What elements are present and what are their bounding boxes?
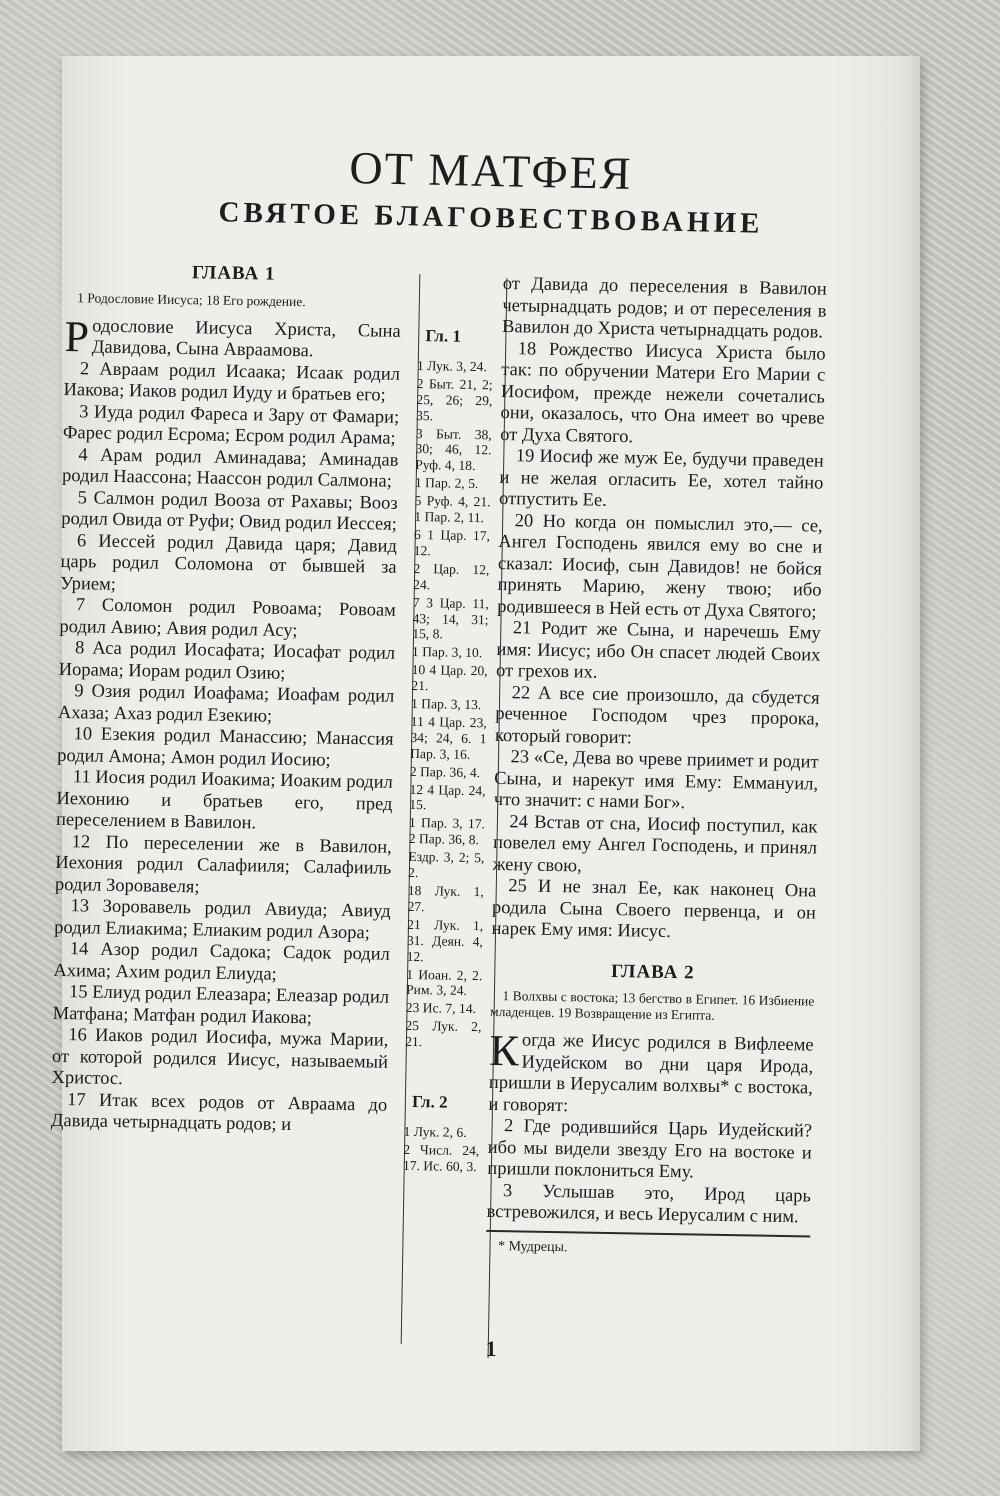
cross-reference: 21 Лук. 1, 31. Деян. 4, 12. — [406, 916, 484, 964]
verse: 10 Езекия родил Манассию; Манассия родил Амона; Амон родил Иосию; — [57, 724, 394, 771]
verse: 14 Азор родил Садока; Садок родил Ахима; Ахим родил Елиуда; — [53, 939, 390, 985]
cross-reference: 1 Пар. 3, 10. — [411, 644, 483, 661]
cross-reference: 12 4 Цар. 24, 15. — [409, 781, 486, 813]
right-text-column — [486, 274, 827, 1263]
verse: 4 Арам родил Аминадава; Аминадав родил Наассона; Наассон родил Салмона; — [61, 444, 399, 492]
verse: 8 Аса родил Иосафата; Иосафат родил Иорама; Иорам родил Озию; — [58, 638, 396, 684]
left-text-column — [51, 254, 402, 1138]
verse: 24 Встав от сна, Иосиф поступил, как повелел ему Ангел Господень, и принял жену свою, — [492, 811, 818, 876]
drop-cap: Р — [64, 311, 90, 361]
cross-reference: 1 Лук. 2, 6. — [403, 1123, 467, 1140]
cross-reference-column — [403, 306, 494, 1177]
chapter-2-verse-1-text: огда же Иисус родился в Вифлееме Иудейском во дни царя Ирода, пришли в Иерусалим волхвы* с востока, и говорят: — [488, 1030, 814, 1116]
verse: 21 Родит же Сына, и наречешь Ему имя: Иисус; ибо Он спасет людей Своих от грехов их. — [495, 618, 821, 683]
cross-reference: 11 4 Цар. 23, 34; 24, 6. 1 Пар. 3, 16. — [410, 713, 487, 762]
drop-cap: К — [489, 1025, 520, 1076]
refs-chapter-1-heading: Гл. 1 — [425, 326, 462, 346]
cross-reference: 1 Пар. 3, 17. 2 Пар. 36, 8. — [408, 815, 486, 848]
cross-reference: 2 Пар. 36, 4. — [409, 763, 481, 780]
verse: 22 А все сие произошло, да сбудется реченное Господом чрез пророка, который говорит: — [494, 682, 820, 748]
chapter-2-heading: ГЛАВА 2 — [610, 960, 695, 983]
chapter-2-summary: 1 Волхвы с востока; 13 бегство в Египет. 16 Избиение младенцев. 19 Возвращение из Египта. — [489, 988, 815, 1023]
cross-reference: 1 Лук. 3, 24. — [416, 357, 487, 375]
verse: 2 Где родившийся Царь Иудейский? ибо мы видели звезду Его на востоке и пришли поклониться Ему. — [487, 1116, 813, 1183]
chapter-1-summary: 1 Родословие Иисуса; 18 Его рождение. — [77, 289, 306, 309]
cross-reference: 18 Лук. 1, 27. — [407, 882, 484, 915]
verse: 3 Иуда родил Фареса и Зару от Фамари; Фарес родил Есрома; Есром родил Арама; — [62, 401, 400, 449]
verse: 5 Салмон родил Вооза от Рахавы; Вооз родил Овида от Руфи; Овид родил Иессея; — [61, 487, 398, 535]
cross-reference: 25 Лук. 2, 21. — [405, 1018, 482, 1050]
verse: 18 Рождество Иисуса Христа было так: по обручении Матери Его Марии с Иосифом, прежде нежели сочетались они, оказалось, что Она имеет во чреве от Духа Святого. — [500, 338, 826, 447]
verse: 20 Но когда он помыслил это,— се, Ангел Господень явился ему во сне и сказал: Иосиф, сын Давидов! не бойся принять Марию, жену твою; ибо родившееся в Ней есть от Духа Святого; — [497, 510, 823, 623]
verse-1-text: одословие Иисуса Христа, Сына Давидова, Сына Авраамова. — [91, 315, 401, 362]
verse: 2 Авраам родил Исаака; Исаак родил Иакова; Иаков родил Иуду и братьев его; — [63, 358, 401, 406]
cross-reference: Ездр. 3, 2; 5, 2. — [407, 849, 485, 881]
verse: 3 Услышав это, Ирод царь встревожился, и весь Иерусалим с ним. — [486, 1180, 812, 1228]
cross-reference: 23 Ис. 7, 14. — [405, 1000, 477, 1017]
chapter-1-heading: ГЛАВА 1 — [191, 262, 276, 285]
verse: 23 «Се, Дева во чреве приимет и родит Сына, и нарекут имя Ему: Еммануил, что значит: с нами Бог». — [493, 747, 819, 814]
book-page — [50, 56, 920, 1451]
verse: 15 Елиуд родил Елеазара; Елеазар родил Матфана; Матфан родил Иакова; — [52, 982, 390, 1028]
verse: 13 Зоровавель родил Авиуда; Авиуд родил Елиакима; Елиаким родил Азора; — [54, 896, 391, 943]
cross-reference: 3 Быт. 38, 30; 46, 12. Руф. 4, 18. — [415, 425, 492, 474]
book-title: ОТ МАТФЕЯ — [348, 142, 634, 199]
page-number: 1 — [485, 1336, 497, 1361]
refs-chapter-2-heading: Гл. 2 — [411, 1092, 448, 1112]
verse: 25 И не знал Ее, как наконец Она родила Сына Своего первенца, и он нарек Ему имя: Иисус. — [491, 876, 817, 943]
cross-reference: 1 Пар. 2, 5. — [414, 475, 479, 492]
chapter-2-verse-1 — [488, 1025, 814, 1122]
cross-reference: 7 3 Цар. 11, 43; 14, 31; 15, 8. — [412, 594, 489, 642]
verse: 7 Соломон родил Ровоама; Ровоам родил Авию; Авия родил Асу; — [59, 595, 396, 641]
cross-reference: 2 Числ. 24, 17. Ис. 60, 3. — [402, 1141, 480, 1174]
verse: 17 Итак всех родов от Авраама до Давида четырнадцать родов; и — [50, 1089, 388, 1136]
verse: 16 Иаков родил Иосифа, мужа Марии, от которой родился Иисус, называемый Христос. — [51, 1025, 389, 1090]
cross-reference: 5 Руф. 4, 21. 1 Пар. 2, 11. — [414, 493, 491, 526]
footnote: * Мудрецы. — [497, 1238, 568, 1255]
cross-reference: 2 Быт. 21, 2; 25, 26; 29, 35. — [415, 375, 493, 423]
verse: 12 По переселении же в Вавилон, Иехония родил Салафииля; Салафииль родил Зоровавеля; — [54, 831, 392, 897]
page-edge-shadow — [902, 56, 920, 1451]
cross-reference: 1 Пар. 3, 13. — [410, 695, 482, 713]
verse: 9 Озия родил Иоафама; Иоафам родил Ахаза; Ахаз родил Езекию; — [57, 681, 395, 727]
cross-reference: 6 1 Цар. 17, 12. — [413, 526, 491, 559]
cross-reference: 10 4 Цар. 20, 21. — [411, 662, 488, 694]
verse-17-continuation: от Давида до переселения в Вавилон четырнадцать родов; и от переселения в Вавилон до Христа четырнадцать родов. — [501, 274, 827, 343]
cross-reference: 1 Иоан. 2, 2. Рим. 3, 24. — [405, 966, 483, 999]
verse: 11 Иосия родил Иоакима; Иоаким родил Иехонию и братьев его, пред переселением в Вавилон. — [55, 767, 393, 834]
verse-1 — [64, 311, 401, 364]
book-subtitle: СВЯТОЕ БЛАГОВЕСТВОВАНИЕ — [218, 196, 764, 240]
verse: 19 Иосиф же муж Ее, будучи праведен и не желая огласить Ее, хотел тайно отпустить Ее. — [498, 446, 824, 511]
cross-reference: 2 Цар. 12, 24. — [413, 560, 490, 592]
verse: 6 Иессей родил Давида царя; Давид царь родил Соломона от бывшей за Урием; — [60, 530, 398, 595]
